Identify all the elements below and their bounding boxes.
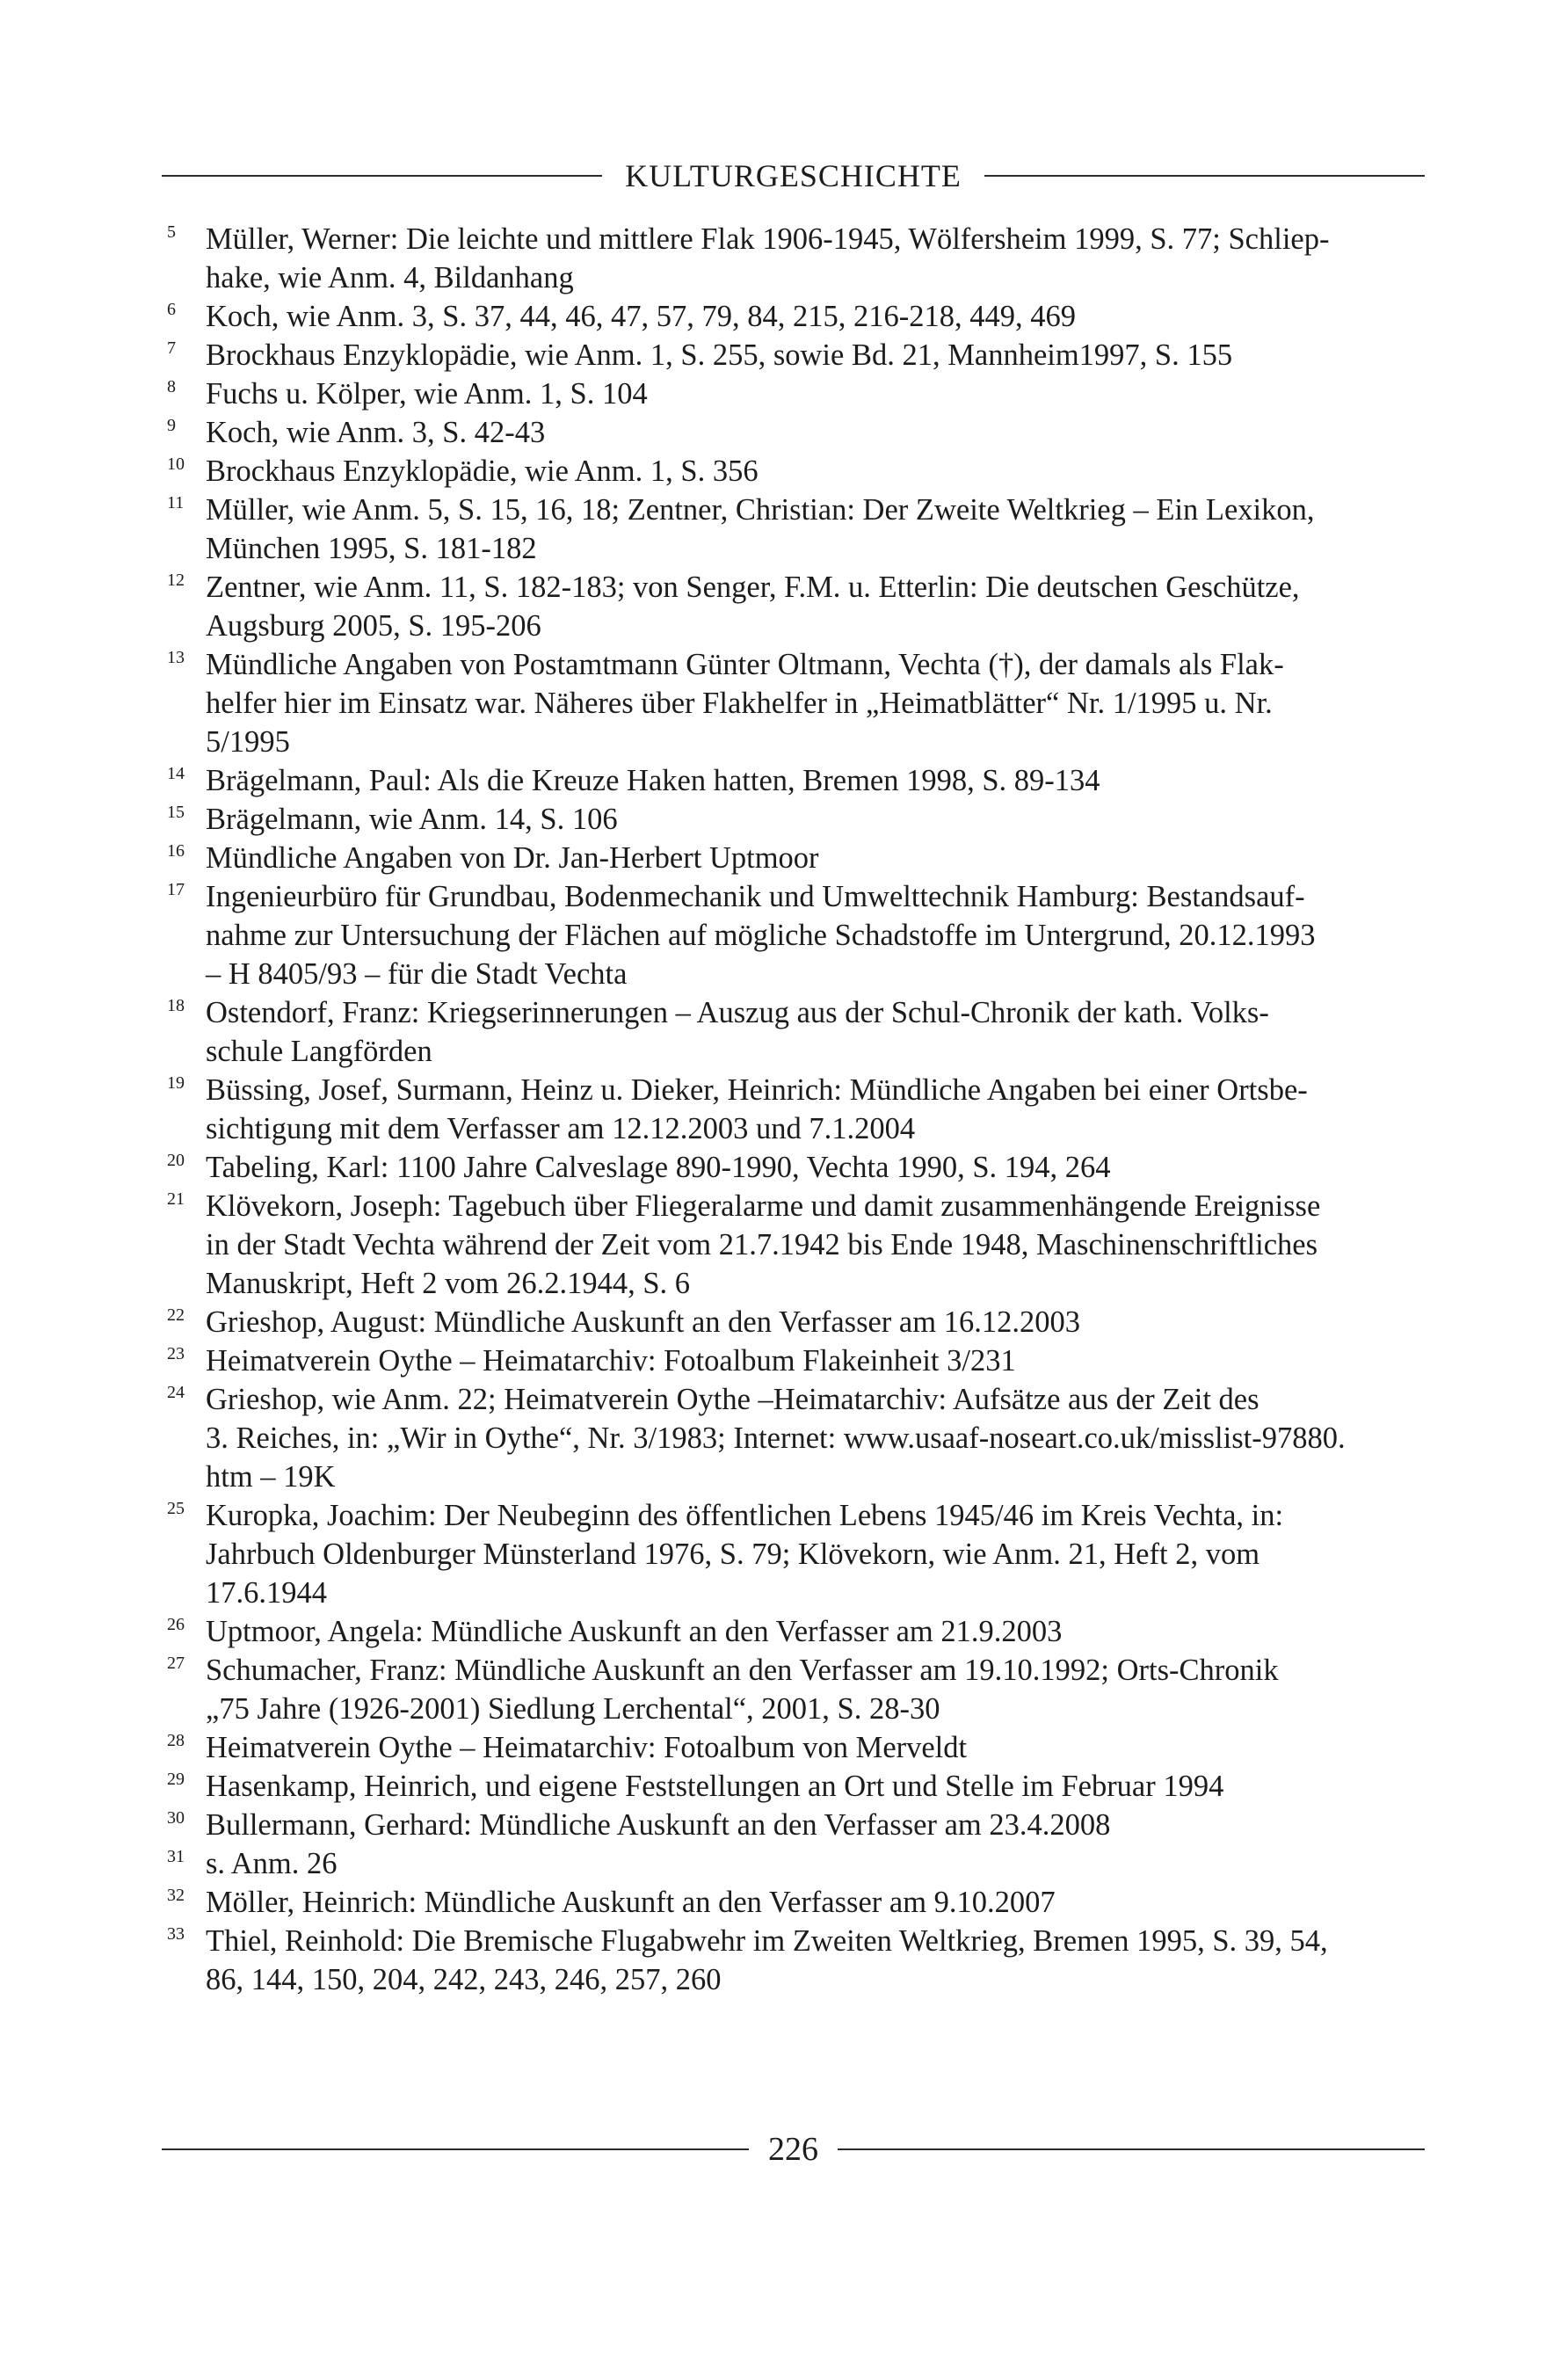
footnote [167, 1496, 1424, 1612]
footnote-number: 28 [167, 1731, 185, 1750]
footnote-text: Hasenkamp, Heinrich, und eigene Feststellungen an Ort und Stelle im Februar 1994 [206, 1770, 1224, 1803]
footnote-text: Thiel, Reinhold: Die Bremische Flugabwehr im Zweiten Weltkrieg, Bremen 1995, S. 39, 54, 86, 144, 150, 204, 242, 243, 246, 257, 260 [206, 1924, 1328, 1996]
footnote [167, 1380, 1424, 1496]
footnote [167, 877, 1424, 993]
footnote-text: s. Anm. 26 [206, 1847, 338, 1880]
footnote [167, 452, 1424, 491]
footnote-text: Müller, Werner: Die leichte und mittlere Flak 1906-1945, Wölfersheim 1999, S. 77; Schliep- hake, wie Anm. 4, Bildanhang [206, 222, 1330, 294]
footnote-number: 24 [167, 1383, 185, 1402]
footnote [167, 1806, 1424, 1844]
page-footer [162, 2127, 1425, 2171]
footnote-text: Uptmoor, Angela: Mündliche Auskunft an den Verfasser am 21.9.2003 [206, 1615, 1063, 1648]
footnote [167, 1728, 1424, 1767]
footnote-number: 15 [167, 803, 185, 822]
footnote-text: Büssing, Josef, Surmann, Heinz u. Dieker, Heinrich: Mündliche Angaben bei einer Ortsbe- sichtigung mit dem Verfasser am 12.12.2003 und 7.1.2004 [206, 1073, 1308, 1145]
footnote-number: 33 [167, 1924, 185, 1944]
footnote-number: 9 [167, 416, 176, 435]
footnote-number: 22 [167, 1305, 185, 1325]
footnote [167, 1148, 1424, 1187]
footnote [167, 568, 1424, 645]
header-rule-right [984, 175, 1425, 177]
footnote-number: 26 [167, 1615, 185, 1634]
footnote [167, 220, 1424, 297]
footnote-number: 13 [167, 648, 185, 667]
footnote-number: 18 [167, 996, 185, 1015]
running-title: KULTURGESCHICHTE [625, 158, 962, 193]
footnote-text: Brägelmann, Paul: Als die Kreuze Haken hatten, Bremen 1998, S. 89-134 [206, 764, 1100, 797]
footnote-number: 5 [167, 222, 176, 242]
footnote-number: 29 [167, 1770, 185, 1789]
footnote-text: Koch, wie Anm. 3, S. 37, 44, 46, 47, 57, 79, 84, 215, 216-218, 449, 469 [206, 300, 1076, 333]
footnote [167, 374, 1424, 413]
footnote-text: Müller, wie Anm. 5, S. 15, 16, 18; Zentner, Christian: Der Zweite Weltkrieg – Ein Lexikon, München 1995, S. 181-182 [206, 493, 1315, 565]
footnote-number: 14 [167, 764, 185, 783]
footnote-text: Mündliche Angaben von Dr. Jan-Herbert Uptmoor [206, 841, 819, 875]
footnote-number: 16 [167, 841, 185, 861]
footnote-text: Brockhaus Enzyklopädie, wie Anm. 1, S. 356 [206, 454, 759, 488]
footnote [167, 1341, 1424, 1380]
page-header [162, 154, 1425, 198]
footnote-text: Bullermann, Gerhard: Mündliche Auskunft an den Verfasser am 23.4.2008 [206, 1808, 1111, 1842]
footnote-text: Koch, wie Anm. 3, S. 42-43 [206, 416, 546, 449]
footnote-number: 20 [167, 1151, 185, 1170]
footnote-number: 23 [167, 1344, 185, 1363]
footnote [167, 1651, 1424, 1728]
footnote-number: 7 [167, 338, 176, 358]
footnote-number: 6 [167, 300, 176, 319]
footnote-number: 32 [167, 1886, 185, 1905]
footnote-number: 11 [167, 493, 185, 513]
footnote-text: Schumacher, Franz: Mündliche Auskunft an den Verfasser am 19.10.1992; Orts-Chronik „75 Jahre (1926-2001) Siedlung Lerchental“, 2001, S. 28-30 [206, 1654, 1279, 1726]
footnote-text: Klövekorn, Joseph: Tagebuch über Fliegeralarme und damit zusammenhängende Ereignisse in der Stadt Vechta während der Zeit vom 21.7.1942 bis Ende 1948, Maschinenschriftliches Manuskript, Heft 2 vom 26.2.1944, S. 6 [206, 1189, 1321, 1300]
footnote-number: 10 [167, 454, 185, 474]
footnote-number: 8 [167, 377, 176, 396]
footnote [167, 1612, 1424, 1651]
footnote [167, 1071, 1424, 1148]
page-number: 226 [768, 2131, 818, 2168]
footnote [167, 1303, 1424, 1341]
footnote-text: Zentner, wie Anm. 11, S. 182-183; von Senger, F.M. u. Etterlin: Die deutschen Geschütze, Augsburg 2005, S. 195-206 [206, 571, 1300, 643]
footnote [167, 1187, 1424, 1303]
footnote-text: Tabeling, Karl: 1100 Jahre Calveslage 890-1990, Vechta 1990, S. 194, 264 [206, 1151, 1111, 1184]
footnote-number: 25 [167, 1499, 185, 1518]
footnote-text: Mündliche Angaben von Postamtmann Günter Oltmann, Vechta (†), der damals als Flak- helfer hier im Einsatz war. Näheres über Flakhelfer in „Heimatblätter“ Nr. 1/1995 u. Nr. 5/1995 [206, 648, 1284, 759]
footnote-number: 30 [167, 1808, 185, 1828]
footnote [167, 1767, 1424, 1806]
footnote [167, 645, 1424, 761]
footnote-text: Heimatverein Oythe – Heimatarchiv: Fotoalbum von Merveldt [206, 1731, 968, 1764]
footnote-text: Grieshop, wie Anm. 22; Heimatverein Oythe –Heimatarchiv: Aufsätze aus der Zeit des 3. Reiches, in: „Wir in Oythe“, Nr. 3/1983; Internet: www.usaaf-noseart.co.uk/misslist-97880. htm – 19K [206, 1383, 1346, 1494]
footer-rule-left [162, 2148, 749, 2150]
footnote-number: 19 [167, 1073, 185, 1093]
footnote-text: Ingenieurbüro für Grundbau, Bodenmechanik und Umwelttechnik Hamburg: Bestandsauf- nahme zur Untersuchung der Flächen auf mögliche Schadstoffe im Untergrund, 20.12.1993 – H 8405/93 – für die Stadt Vechta [206, 880, 1316, 991]
footnote-text: Brägelmann, wie Anm. 14, S. 106 [206, 803, 618, 836]
footnote [167, 839, 1424, 877]
footnote-number: 21 [167, 1189, 185, 1209]
footnote [167, 800, 1424, 839]
footnote-text: Möller, Heinrich: Mündliche Auskunft an den Verfasser am 9.10.2007 [206, 1886, 1056, 1919]
footnote-text: Kuropka, Joachim: Der Neubeginn des öffentlichen Lebens 1945/46 im Kreis Vechta, in: Jahrbuch Oldenburger Münsterland 1976, S. 79; Klövekorn, wie Anm. 21, Heft 2, vom 17.6.1944 [206, 1499, 1284, 1610]
footnote [167, 1922, 1424, 1999]
footnote-list [167, 220, 1424, 1999]
footnote [167, 1883, 1424, 1922]
footnote-number: 31 [167, 1847, 185, 1866]
footnote-number: 12 [167, 571, 185, 590]
footnote [167, 336, 1424, 374]
footnote-text: Heimatverein Oythe – Heimatarchiv: Fotoalbum Flakeinheit 3/231 [206, 1344, 1016, 1378]
footnote-text: Grieshop, August: Mündliche Auskunft an den Verfasser am 16.12.2003 [206, 1305, 1080, 1339]
footnote-text: Brockhaus Enzyklopädie, wie Anm. 1, S. 255, sowie Bd. 21, Mannheim1997, S. 155 [206, 338, 1233, 372]
footnote-text: Fuchs u. Kölper, wie Anm. 1, S. 104 [206, 377, 648, 411]
header-rule-left [162, 175, 602, 177]
footer-rule-right [838, 2148, 1425, 2150]
footnote [167, 297, 1424, 336]
footnote [167, 993, 1424, 1071]
footnote [167, 1844, 1424, 1883]
footnote-number: 27 [167, 1654, 185, 1673]
footnote [167, 761, 1424, 800]
footnote [167, 413, 1424, 452]
footnote-number: 17 [167, 880, 185, 899]
footnote [167, 491, 1424, 568]
footnote-text: Ostendorf, Franz: Kriegserinnerungen – Auszug aus der Schul-Chronik der kath. Volks- schule Langförden [206, 996, 1269, 1068]
